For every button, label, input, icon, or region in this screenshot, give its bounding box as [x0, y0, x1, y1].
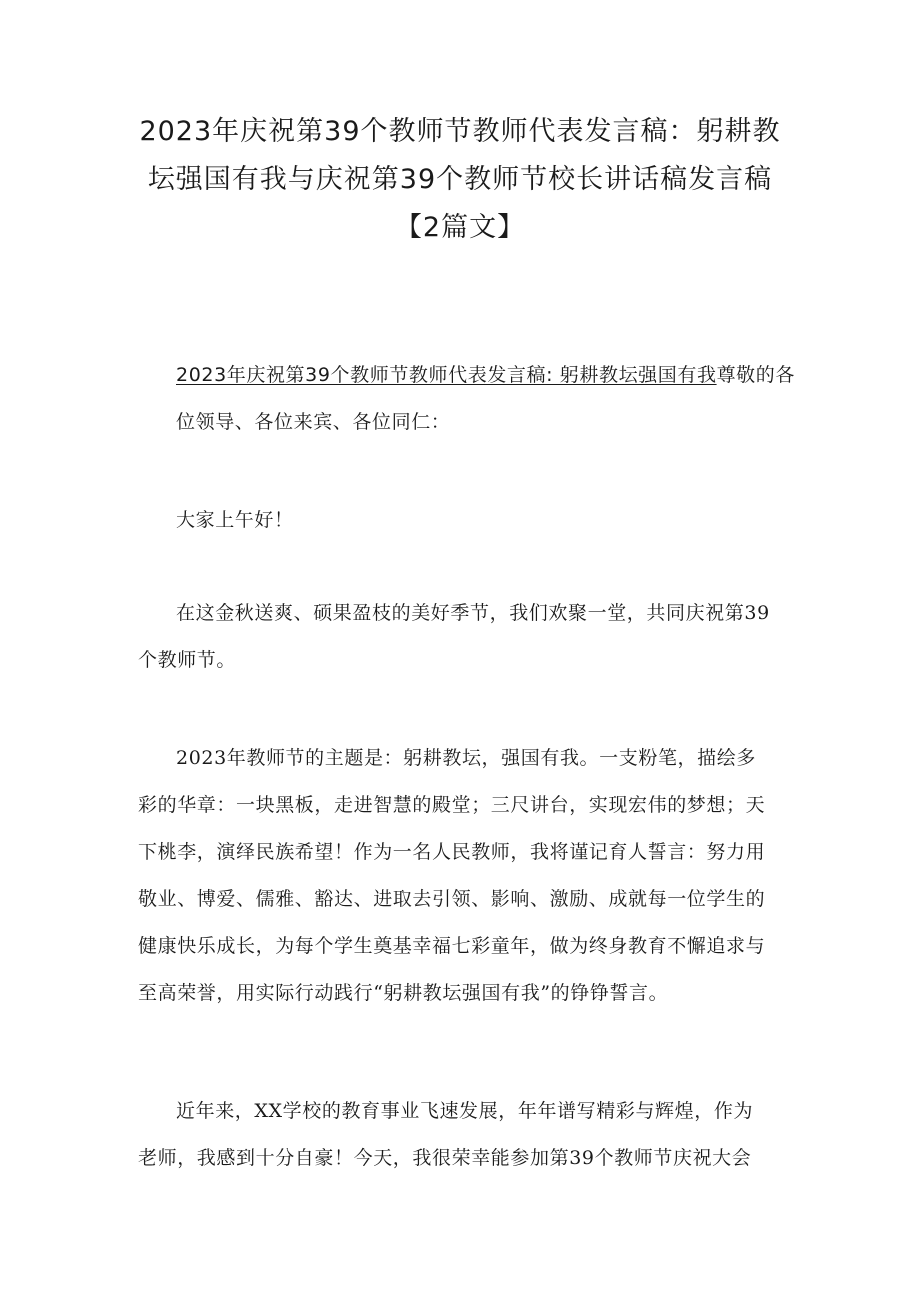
paragraph-hello: 大家上午好！ [176, 509, 294, 531]
paragraph-1-line-2: 个教师节。 [138, 649, 237, 671]
paragraph-2-line-1: 2023年教师节的主题是：躬耕教坛，强国有我。一支粉笔，描绘多 [176, 747, 756, 769]
document-title [120, 108, 800, 252]
paragraph-2-line-4: 敬业、博爱、儒雅、豁达、进取去引领、影响、激励、成就每一位学生的 [138, 888, 766, 910]
paragraph-3-line-2: 老师，我感到十分自豪！今天，我很荣幸能参加第39个教师节庆祝大会 [138, 1147, 752, 1169]
paragraph-3-line-1: 近年来，XX学校的教育事业飞速发展，年年谱写精彩与辉煌，作为 [176, 1100, 754, 1122]
subtitle-line [138, 352, 826, 399]
paragraph-2-line-5: 健康快乐成长，为每个学生奠基幸福七彩童年，做为终身教育不懈追求与 [138, 935, 766, 957]
paragraph-2-line-6: 至高荣誉，用实际行动践行“躬耕教坛强国有我”的铮铮誓言。 [138, 982, 669, 1004]
greeting-line: 位领导、各位来宾、各位同仁： [176, 411, 451, 433]
paragraph-2-line-2: 彩的华章：一块黑板，走进智慧的殿堂；三尺讲台，实现宏伟的梦想；天 [138, 794, 766, 816]
paragraph-1-line-1: 在这金秋送爽、硕果盈枝的美好季节，我们欢聚一堂，共同庆祝第39 [176, 602, 770, 624]
subtitle-link[interactable]: 2023年庆祝第39个教师节教师代表发言稿: 躬耕教坛强国有我 [176, 364, 717, 386]
title-line-1: 2023年庆祝第39个教师节教师代表发言稿：躬耕教 [139, 116, 781, 147]
paragraph-2-line-3: 下桃李，演绎民族希望！作为一名人民教师，我将谨记育人誓言：努力用 [138, 841, 766, 863]
subtitle-rest: 尊敬的各 [716, 364, 795, 386]
title-line-3: 【2篇文】 [394, 212, 526, 243]
title-line-2: 坛强国有我与庆祝第39个教师节校长讲话稿发言稿 [147, 164, 773, 195]
